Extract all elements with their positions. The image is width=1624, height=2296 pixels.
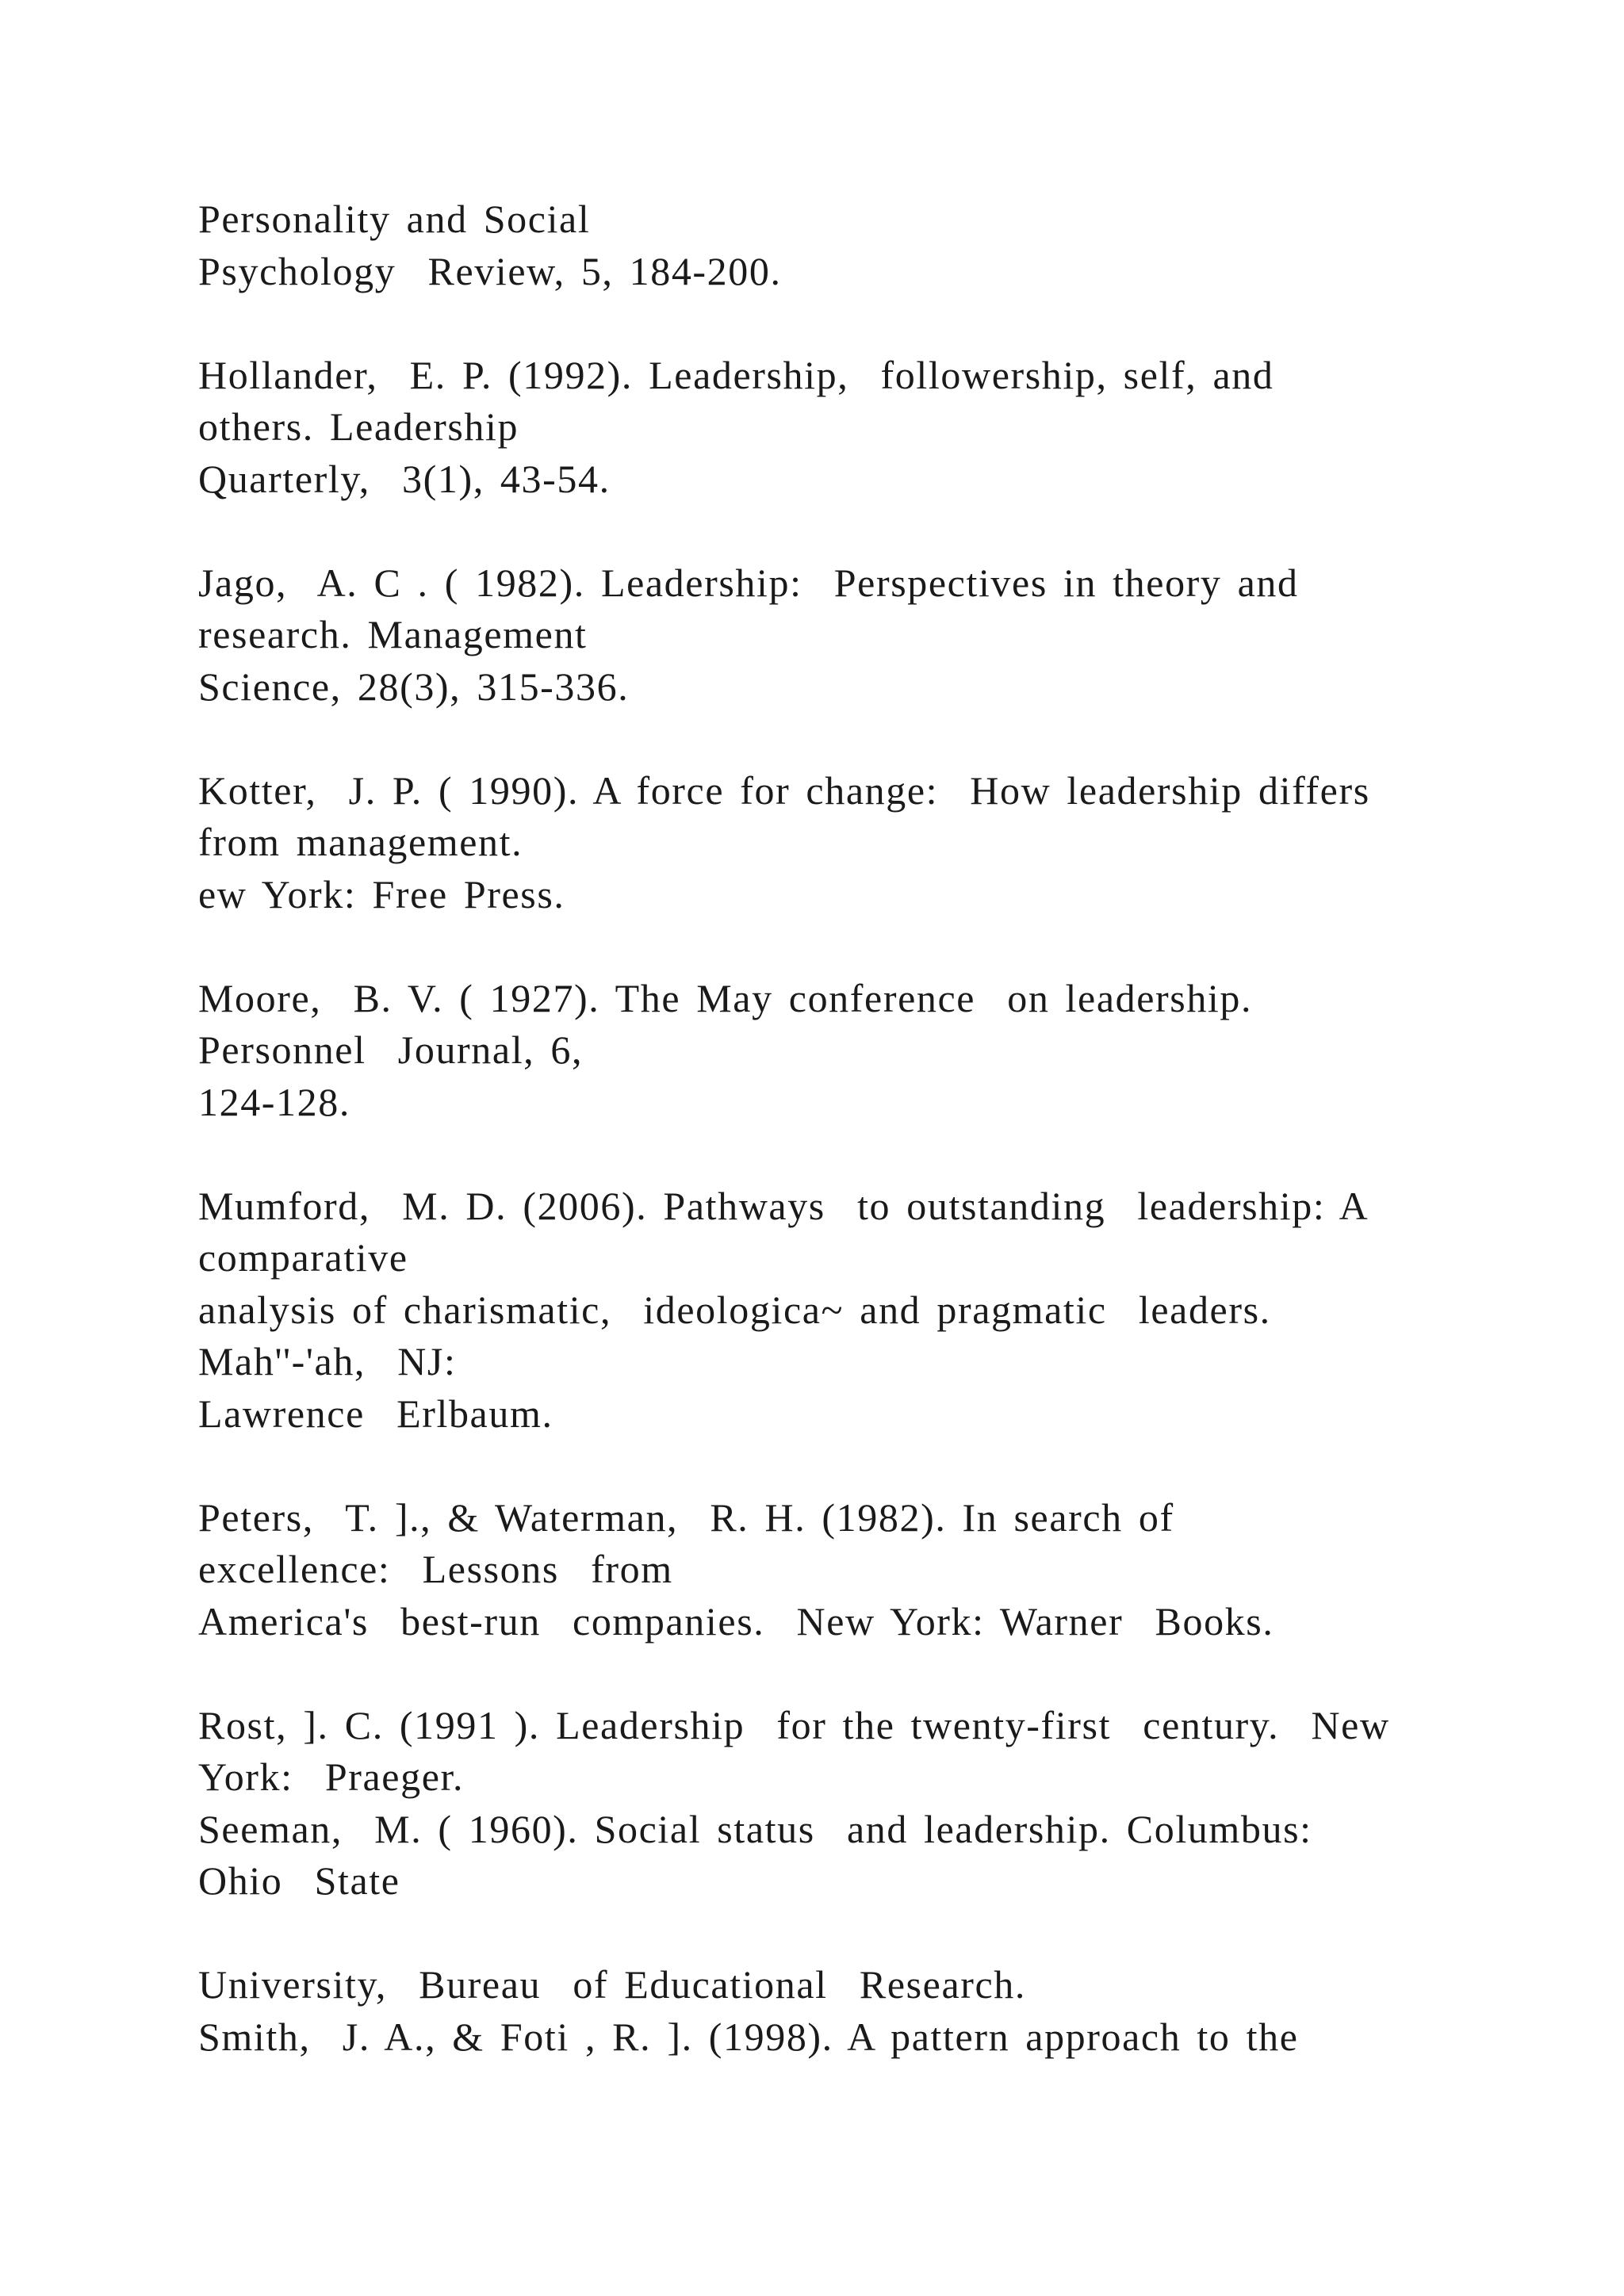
reference-line: Rost, ]. C. (1991 ). Leadership for the twenty-first century. New (198, 1702, 1390, 1747)
blank-line (198, 505, 1546, 557)
reference-line: Seeman, M. ( 1960). Social status and leadership. Columbus: (198, 1806, 1312, 1851)
blank-line (198, 713, 1546, 765)
reference-line: comparative (198, 1235, 408, 1280)
reference-line: Moore, B. V. ( 1927). The May conference on leadership. (198, 975, 1253, 1020)
reference-line: from management. (198, 820, 523, 864)
reference-line: Science, 28(3), 315-336. (198, 664, 630, 709)
blank-line (198, 1440, 1546, 1492)
reference-line: America's best-run companies. New York: Warner Books. (198, 1598, 1274, 1644)
reference-line: Personality and Social (198, 197, 591, 241)
reference-line: Kotter, J. P. ( 1990). A force for change: How leadership differs (198, 767, 1370, 813)
blank-line (198, 1647, 1546, 1700)
reference-line: Jago, A. C . ( 1982). Leadership: Perspectives in theory and (198, 560, 1299, 605)
reference-line: Mah''-'ah, NJ: (198, 1339, 457, 1383)
reference-line: Ohio State (198, 1858, 400, 1903)
blank-line (198, 1908, 1546, 1960)
reference-list (198, 193, 1546, 2063)
reference-line: Personnel Journal, 6, (198, 1027, 584, 1072)
reference-line: Mumford, M. D. (2006). Pathways to outstanding leadership: A (198, 1183, 1369, 1228)
reference-line: others. Leadership (198, 404, 519, 449)
reference-line: 124-128. (198, 1079, 350, 1124)
reference-line: ew York: Free Press. (198, 871, 565, 916)
reference-line: analysis of charismatic, ideologica~ and pragmatic leaders. (198, 1287, 1271, 1332)
blank-line (198, 920, 1546, 973)
reference-line: Psychology Review, 5, 184-200. (198, 248, 782, 293)
reference-line: Peters, T. ]., & Waterman, R. H. (1982). In search of (198, 1494, 1174, 1540)
reference-line: University, Bureau of Educational Research. (198, 1962, 1026, 2007)
blank-line (198, 1128, 1546, 1181)
reference-line: Quarterly, 3(1), 43-54. (198, 456, 611, 501)
reference-line: York: Praeger. (198, 1755, 465, 1799)
reference-line: Smith, J. A., & Foti , R. ]. (1998). A pattern approach to the (198, 2014, 1299, 2059)
reference-line: excellence: Lessons from (198, 1547, 673, 1591)
reference-line: research. Management (198, 612, 588, 656)
reference-line: Hollander, E. P. (1992). Leadership, followership, self, and (198, 352, 1274, 397)
blank-line (198, 297, 1546, 350)
reference-line: Lawrence Erlbaum. (198, 1391, 553, 1436)
